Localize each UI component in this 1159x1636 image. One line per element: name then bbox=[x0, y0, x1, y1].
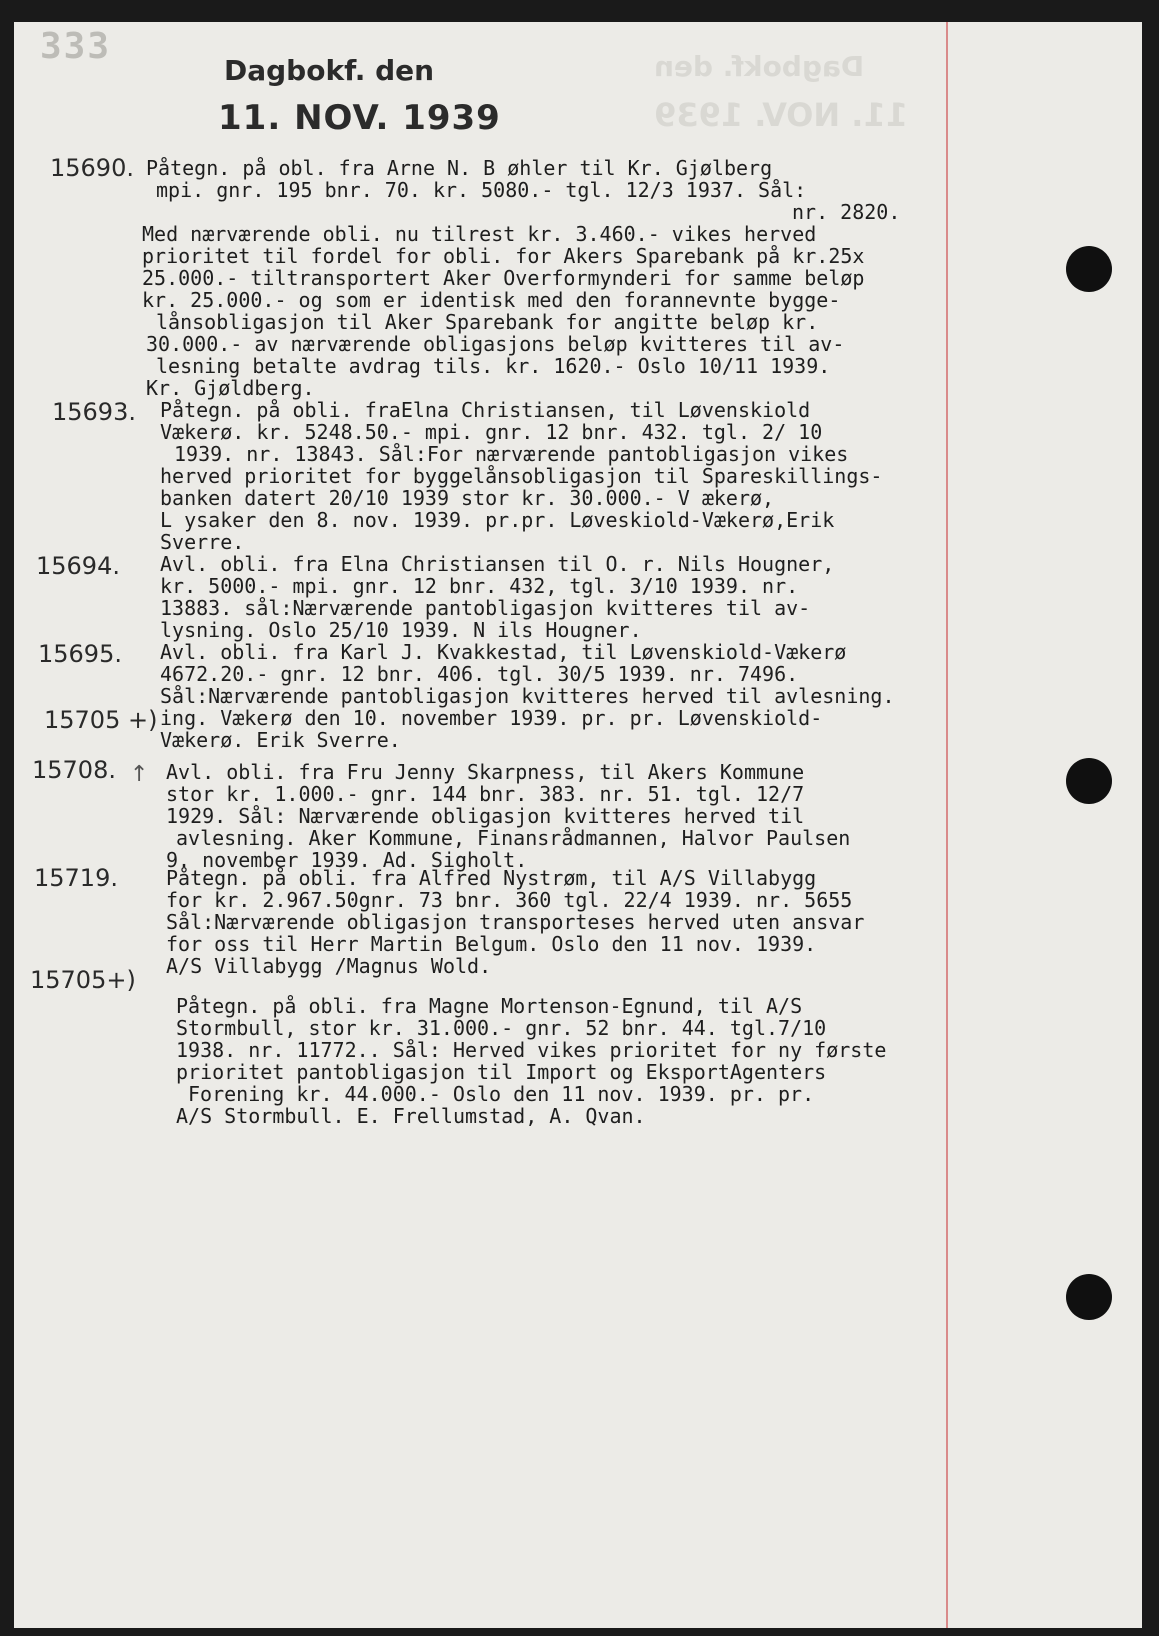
entry-line: Med nærværende obli. nu tilrest kr. 3.460.- vikes herved bbox=[142, 222, 817, 246]
entry-line: nr. 2820. bbox=[792, 200, 901, 224]
entry-line: avlesning. Aker Kommune, Finansrådmannen, Halvor Paulsen bbox=[176, 826, 851, 850]
entry-number: 15705 +) bbox=[44, 706, 158, 734]
entry-number: 15690. bbox=[50, 154, 134, 182]
entry-line: Sål:Nærværende pantobligasjon kvitteres herved til avlesning. bbox=[160, 684, 895, 708]
entry-line: 25.000.- tiltransportert Aker Overformynderi for samme beløp bbox=[142, 266, 865, 290]
entry-line: Påtegn. på obli. fra Alfred Nystrøm, til A/S Villabygg bbox=[166, 866, 817, 890]
page-number: 333 bbox=[40, 26, 112, 67]
entry-line: mpi. gnr. 195 bnr. 70. kr. 5080.- tgl. 12/3 1937. Sål: bbox=[156, 178, 807, 202]
entry-line: Påtegn. på obli. fraElna Christiansen, til Løvenskiold bbox=[160, 398, 811, 422]
entry-line: Sverre. bbox=[160, 530, 245, 554]
stamp-bleedthrough: 11. NOV. 1939 bbox=[654, 96, 908, 134]
entry-number: 15695. bbox=[38, 640, 122, 668]
entry-line: Avl. obli. fra Fru Jenny Skarpness, til Akers Kommune bbox=[166, 760, 805, 784]
entry-line: Påtegn. på obli. fra Magne Mortenson-Egnund, til A/S bbox=[176, 994, 803, 1018]
entry-line: 13883. sål:Nærværende pantobligasjon kvitteres til av- bbox=[160, 596, 811, 620]
stamp-bleedthrough: Dagbokf. den bbox=[654, 50, 865, 83]
entry-line: Kr. Gjøldberg. bbox=[146, 376, 315, 400]
entry-line: kr. 5000.- mpi. gnr. 12 bnr. 432, tgl. 3/10 1939. nr. bbox=[160, 574, 799, 598]
entry-line: Vækerø. kr. 5248.50.- mpi. gnr. 12 bnr. 432. tgl. 2/ 10 bbox=[160, 420, 823, 444]
entry-line: Avl. obli. fra Karl J. Kvakkestad, til Løvenskiold-Vækerø bbox=[160, 640, 847, 664]
stamp-date: 11. NOV. 1939 bbox=[218, 98, 501, 138]
entry-line: Sål:Nærværende obligasjon transporteses herved uten ansvar bbox=[166, 910, 865, 934]
entry-line: Forening kr. 44.000.- Oslo den 11 nov. 1939. pr. pr. bbox=[188, 1082, 815, 1106]
entry-line: for kr. 2.967.50gnr. 73 bnr. 360 tgl. 22/4 1939. nr. 5655 bbox=[166, 888, 853, 912]
entry-line: 1929. Sål: Nærværende obligasjon kvitteres herved til bbox=[166, 804, 805, 828]
entry-line: L ysaker den 8. nov. 1939. pr.pr. Løveskiold-Vækerø,Erik bbox=[160, 508, 835, 532]
document-page bbox=[14, 22, 1142, 1628]
margin-rule bbox=[946, 22, 948, 1628]
entry-line: stor kr. 1.000.- gnr. 144 bnr. 383. nr. 51. tgl. 12/7 bbox=[166, 782, 805, 806]
entry-line: 30.000.- av nærværende obligasjons beløp kvitteres til av- bbox=[146, 332, 845, 356]
entry-line: prioritet til fordel for obli. for Akers Sparebank på kr.25x bbox=[142, 244, 865, 268]
entry-line: Stormbull, stor kr. 31.000.- gnr. 52 bnr. 44. tgl.7/10 bbox=[176, 1016, 827, 1040]
entry-number: 15694. bbox=[36, 552, 120, 580]
margin-arrow-icon: ↑ bbox=[130, 762, 149, 787]
entry-number: 15719. bbox=[34, 864, 118, 892]
entry-line: A/S Villabygg /Magnus Wold. bbox=[166, 954, 492, 978]
punch-hole bbox=[1066, 246, 1112, 292]
entry-line: 1939. nr. 13843. Sål:For nærværende pantobligasjon vikes bbox=[174, 442, 849, 466]
entry-line: Vækerø. Erik Sverre. bbox=[160, 728, 401, 752]
punch-hole bbox=[1066, 758, 1112, 804]
punch-hole bbox=[1066, 1274, 1112, 1320]
entry-line: 1938. nr. 11772.. Sål: Herved vikes prioritet for ny første bbox=[176, 1038, 887, 1062]
entry-line: A/S Stormbull. E. Frellumstad, A. Qvan. bbox=[176, 1104, 646, 1128]
entry-line: lysning. Oslo 25/10 1939. N ils Hougner. bbox=[160, 618, 642, 642]
entry-line: lesning betalte avdrag tils. kr. 1620.- Oslo 10/11 1939. bbox=[156, 354, 831, 378]
entry-line: Påtegn. på obl. fra Arne N. B øhler til Kr. Gjølberg bbox=[146, 156, 773, 180]
entry-line: lånsobligasjon til Aker Sparebank for angitte beløp kr. bbox=[156, 310, 819, 334]
entry-line: herved prioritet for byggelånsobligasjon til Spareskillings- bbox=[160, 464, 883, 488]
entry-line: kr. 25.000.- og som er identisk med den forannevnte bygge- bbox=[142, 288, 841, 312]
entry-line: 9. november 1939. Ad. Sigholt. bbox=[166, 848, 528, 872]
entry-line: prioritet pantobligasjon til Import og EksportAgenters bbox=[176, 1060, 827, 1084]
entry-line: 4672.20.- gnr. 12 bnr. 406. tgl. 30/5 1939. nr. 7496. bbox=[160, 662, 799, 686]
entry-line: Avl. obli. fra Elna Christiansen til O. r. Nils Hougner, bbox=[160, 552, 835, 576]
entry-number: 15693. bbox=[52, 398, 136, 426]
entry-line: ing. Vækerø den 10. november 1939. pr. pr. Løvenskiold- bbox=[160, 706, 823, 730]
entry-number: 15708. bbox=[32, 756, 116, 784]
entry-line: banken datert 20/10 1939 stor kr. 30.000.- V ækerø, bbox=[160, 486, 775, 510]
entry-line: for oss til Herr Martin Belgum. Oslo den 11 nov. 1939. bbox=[166, 932, 817, 956]
stamp-title: Dagbokf. den bbox=[224, 54, 435, 87]
entry-number: 15705+) bbox=[30, 966, 136, 994]
